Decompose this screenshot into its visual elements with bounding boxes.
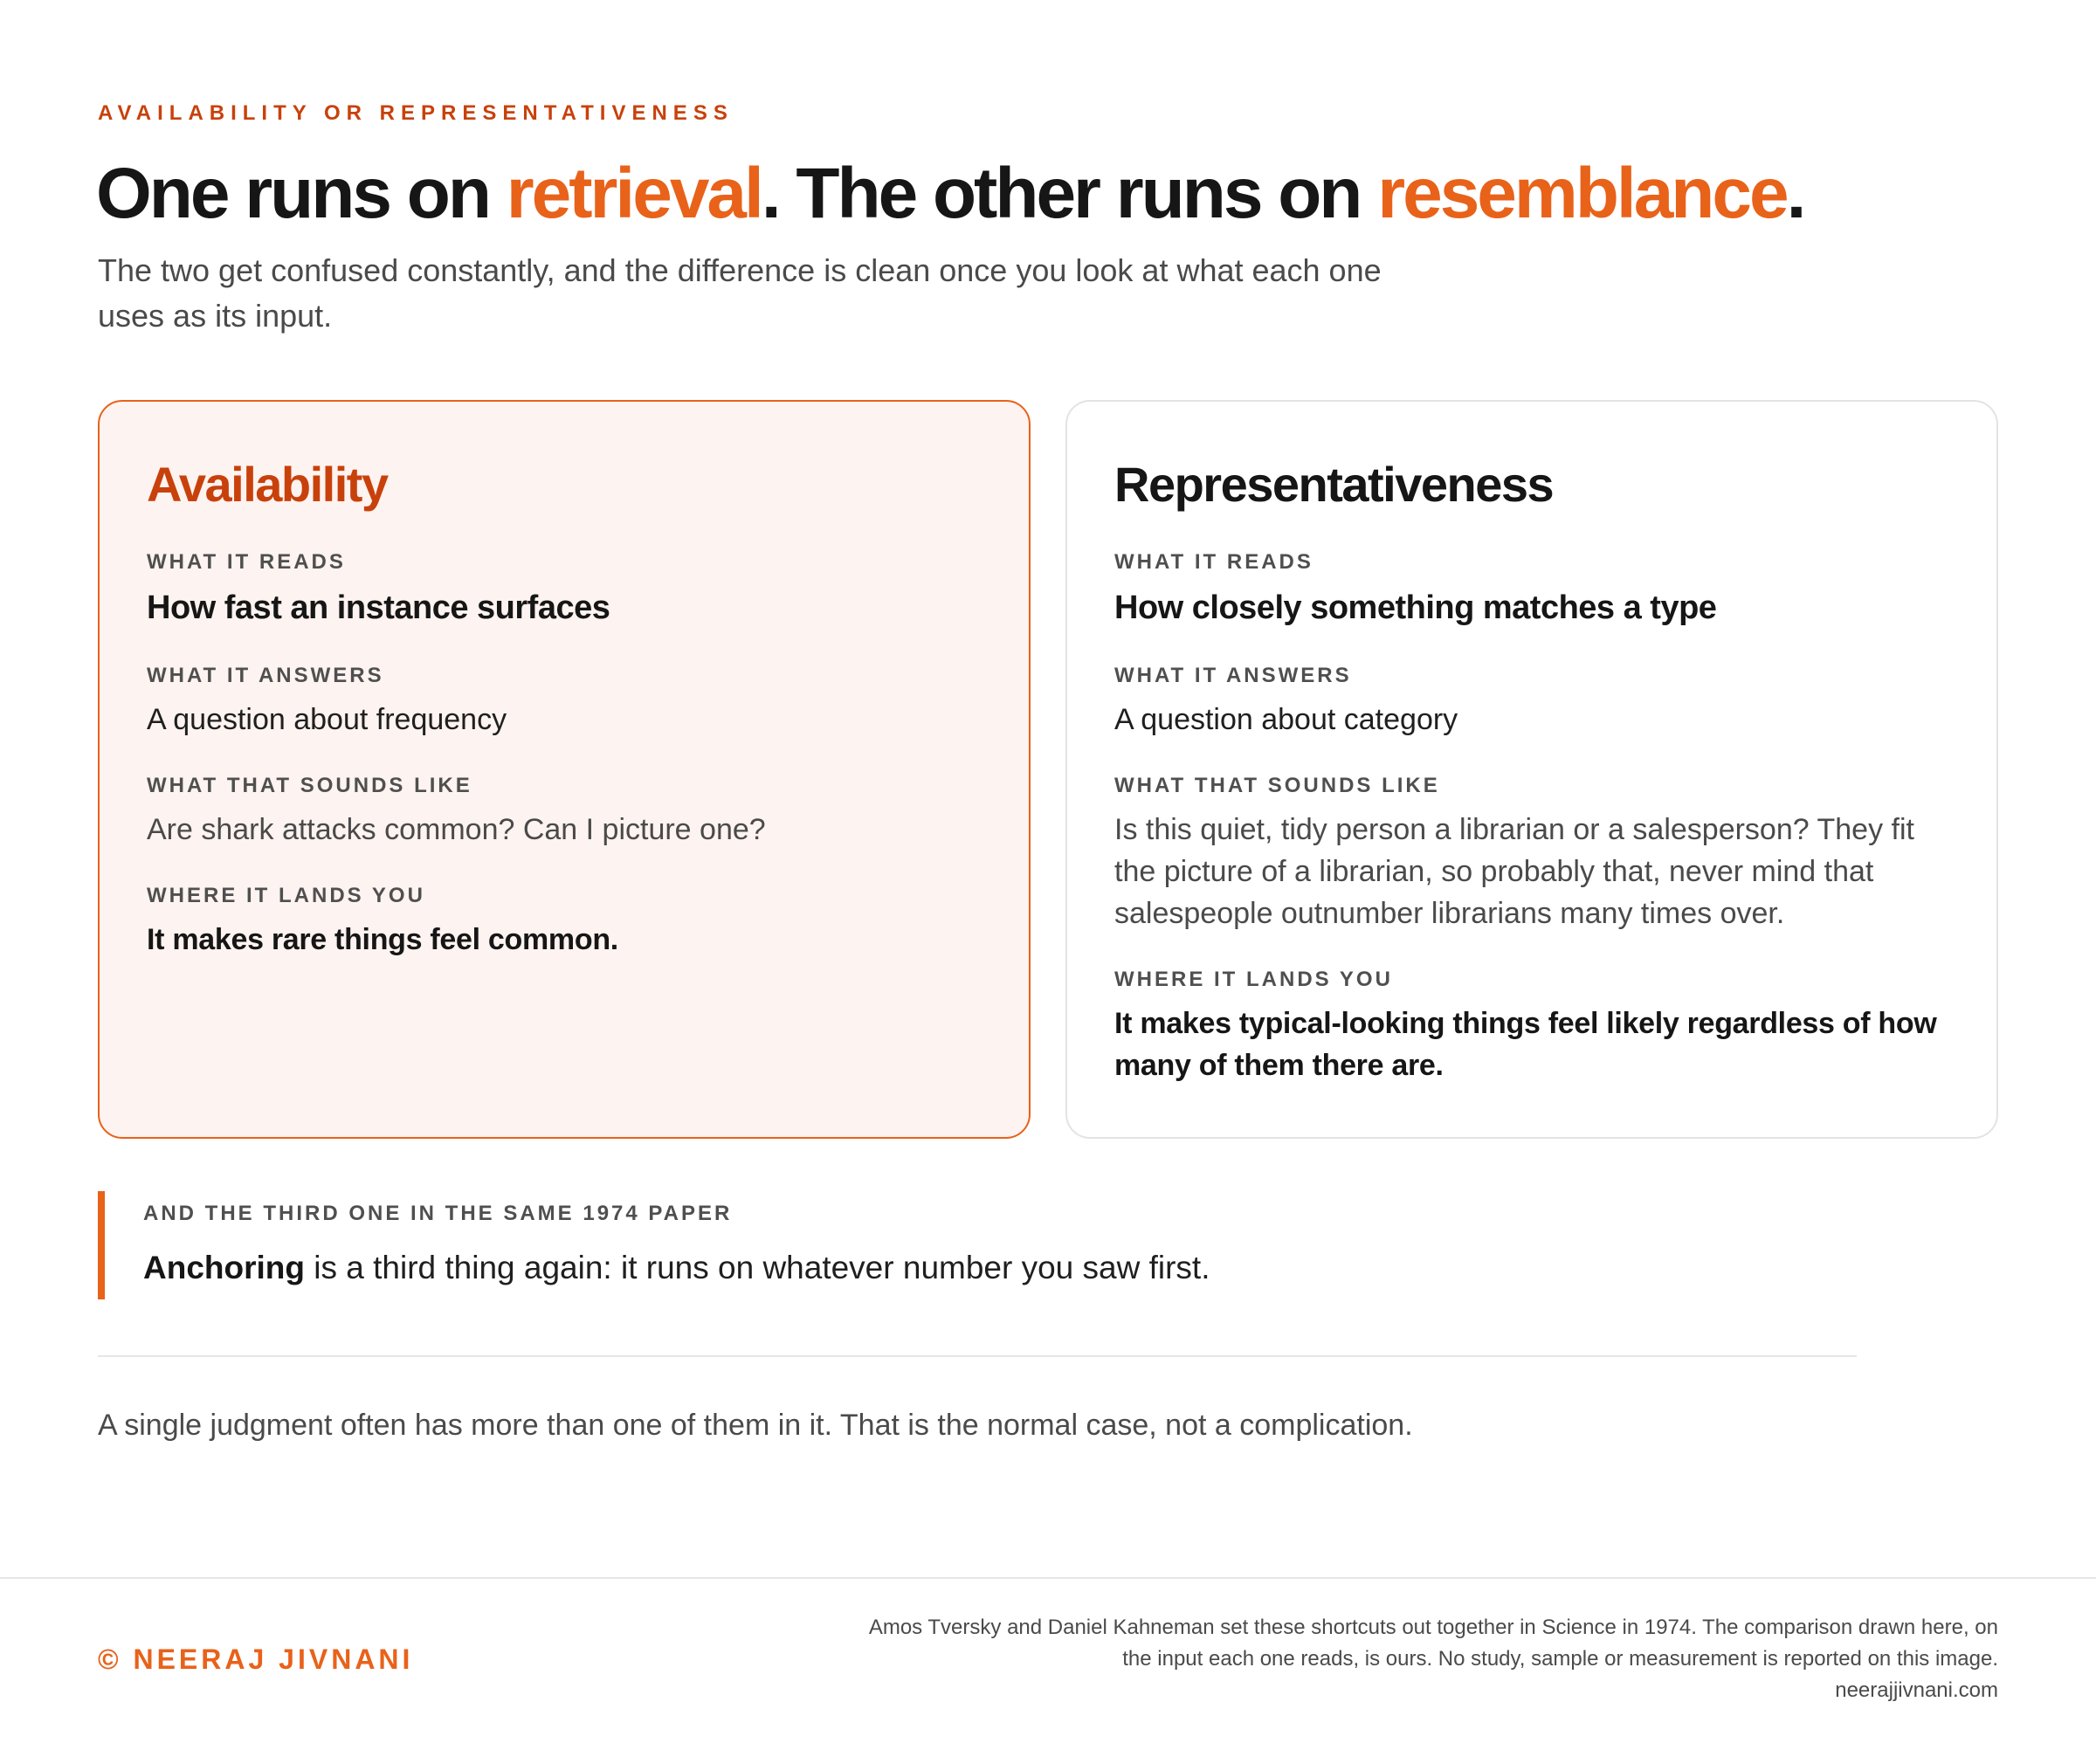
representativeness-card	[1065, 400, 1998, 1139]
field-label-lands: WHERE IT LANDS YOU	[1114, 968, 1393, 991]
source-credit	[828, 1612, 1998, 1706]
field-label-answers: WHAT IT ANSWERS	[147, 664, 384, 687]
callout-text	[143, 1245, 1408, 1291]
callout-body: is a third thing again: it runs on whatever number you saw first.	[304, 1250, 1210, 1285]
field-value-lands: It makes rare things feel common.	[147, 923, 618, 956]
section-divider	[98, 1355, 1857, 1357]
headline-part-3: .	[1786, 154, 1804, 233]
callout-bold-term: Anchoring	[143, 1250, 305, 1285]
card-title: Representativeness	[1114, 457, 1554, 512]
lede-paragraph: The two get confused constantly, and the difference is clean once you look at what each one uses as its input.	[98, 252, 1382, 334]
copyright-label: © NEERAJ JIVNANI	[98, 1643, 414, 1675]
footer-divider	[0, 1577, 2096, 1579]
field-value-answers: A question about frequency	[147, 703, 507, 736]
closing-note: A single judgment often has more than one of them in it. That is the normal case, not a complication.	[98, 1409, 1413, 1442]
field-value-sounds: Is this quiet, tidy person a librarian or a salesperson? They fit the picture of a librarian, so probably that, never mind that salespeople outnumber librarians many times over.	[1114, 813, 1914, 930]
availability-card	[98, 400, 1031, 1139]
headline-accent-resemblance: resemblance	[1377, 154, 1787, 233]
headline-accent-retrieval: retrieval	[506, 154, 762, 233]
field-label-sounds: WHAT THAT SOUNDS LIKE	[147, 774, 472, 797]
field-label-answers: WHAT IT ANSWERS	[1114, 664, 1352, 687]
field-value-answers: A question about category	[1114, 703, 1458, 736]
field-label-sounds: WHAT THAT SOUNDS LIKE	[1114, 774, 1440, 797]
website-link[interactable]: neerajjivnani.com	[1835, 1678, 1998, 1702]
field-value-sounds: Are shark attacks common? Can I picture one?	[147, 813, 766, 846]
callout-label: AND THE THIRD ONE IN THE SAME 1974 PAPER	[143, 1202, 733, 1225]
credit-line: Amos Tversky and Daniel Kahneman set these shortcuts out together in Science in 1974. The comparison drawn here, on	[868, 1616, 1998, 1639]
credit-line: the input each one reads, is ours. No study, sample or measurement is reported on this image.	[1122, 1647, 1998, 1671]
field-label-reads: WHAT IT READS	[147, 550, 346, 574]
field-label-lands: WHERE IT LANDS YOU	[147, 884, 425, 907]
field-value-reads: How fast an instance surfaces	[147, 589, 610, 626]
headline-part-1: One runs on	[96, 154, 507, 233]
anchoring-callout	[98, 1191, 1408, 1299]
field-label-reads: WHAT IT READS	[1114, 550, 1313, 574]
eyebrow-label: AVAILABILITY OR REPRESENTATIVENESS	[98, 101, 734, 125]
page-headline	[96, 150, 1803, 238]
headline-part-2: . The other runs on	[761, 154, 1378, 233]
field-value-lands: It makes typical-looking things feel likely regardless of how many of them there are.	[1114, 1007, 1937, 1082]
field-value-reads: How closely something matches a type	[1114, 589, 1717, 626]
card-title: Availability	[147, 457, 388, 512]
